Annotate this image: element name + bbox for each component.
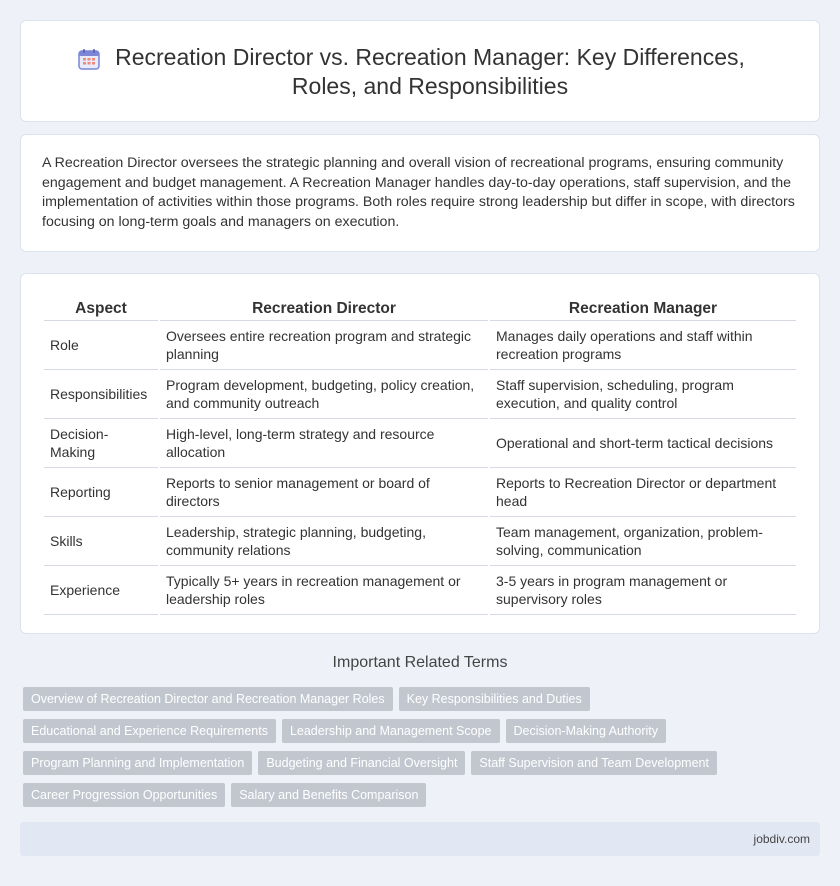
related-terms-list <box>23 687 823 807</box>
footer <box>20 822 820 856</box>
director-cell: Typically 5+ years in recreation management or leadership roles <box>160 566 488 615</box>
related-term-tag[interactable]: Educational and Experience Requirements <box>23 719 276 743</box>
comparison-table-card <box>20 273 820 634</box>
related-term-tag[interactable]: Budgeting and Financial Oversight <box>258 751 465 775</box>
director-cell: Program development, budgeting, policy creation, and community outreach <box>160 370 488 419</box>
table-row <box>44 370 796 419</box>
comparison-table <box>42 296 798 615</box>
table-row <box>44 419 796 468</box>
related-terms-title: Important Related Terms <box>332 654 508 671</box>
related-term-tag[interactable]: Key Responsibilities and Duties <box>399 687 590 711</box>
column-header-director: Recreation Director <box>160 296 488 321</box>
director-cell: Reports to senior management or board of directors <box>160 468 488 517</box>
aspect-cell: Reporting <box>44 468 158 517</box>
related-term-tag[interactable]: Program Planning and Implementation <box>23 751 252 775</box>
column-header-aspect: Aspect <box>44 296 158 321</box>
related-term-tag[interactable]: Salary and Benefits Comparison <box>231 783 426 807</box>
aspect-cell: Experience <box>44 566 158 615</box>
footer-site-link[interactable]: jobdiv.com <box>753 832 810 846</box>
director-cell: Oversees entire recreation program and strategic planning <box>160 321 488 370</box>
table-row <box>44 566 796 615</box>
table-header-row <box>44 296 796 321</box>
aspect-cell: Skills <box>44 517 158 566</box>
table-row <box>44 468 796 517</box>
manager-cell: Manages daily operations and staff within recreation programs <box>490 321 796 370</box>
table-row <box>44 517 796 566</box>
aspect-cell: Responsibilities <box>44 370 158 419</box>
page-title: Recreation Director vs. Recreation Manager: Key Differences, Roles, and Responsibilities <box>115 44 745 99</box>
related-term-tag[interactable]: Decision-Making Authority <box>506 719 667 743</box>
aspect-cell: Decision-Making <box>44 419 158 468</box>
related-term-tag[interactable]: Career Progression Opportunities <box>23 783 225 807</box>
column-header-manager: Recreation Manager <box>490 296 796 321</box>
header-card <box>20 20 820 122</box>
manager-cell: Staff supervision, scheduling, program execution, and quality control <box>490 370 796 419</box>
director-cell: Leadership, strategic planning, budgeting, community relations <box>160 517 488 566</box>
aspect-cell: Role <box>44 321 158 370</box>
intro-card <box>20 134 820 252</box>
table-row <box>44 321 796 370</box>
related-term-tag[interactable]: Leadership and Management Scope <box>282 719 500 743</box>
manager-cell: Team management, organization, problem-solving, communication <box>490 517 796 566</box>
manager-cell: Operational and short-term tactical decisions <box>490 419 796 468</box>
manager-cell: 3-5 years in program management or supervisory roles <box>490 566 796 615</box>
related-term-tag[interactable]: Overview of Recreation Director and Recreation Manager Roles <box>23 687 393 711</box>
director-cell: High-level, long-term strategy and resource allocation <box>160 419 488 468</box>
related-term-tag[interactable]: Staff Supervision and Team Development <box>471 751 717 775</box>
manager-cell: Reports to Recreation Director or department head <box>490 468 796 517</box>
intro-paragraph: A Recreation Director oversees the strategic planning and overall vision of recreational programs, ensuring community engagement and budget management. A Recreation Manager handles day-to-day operations, staff supervision, and the implementation of activities within those programs. Both roles require strong leadership but differ in scope, with directors focusing on long-term goals and managers on execution. <box>42 155 795 230</box>
